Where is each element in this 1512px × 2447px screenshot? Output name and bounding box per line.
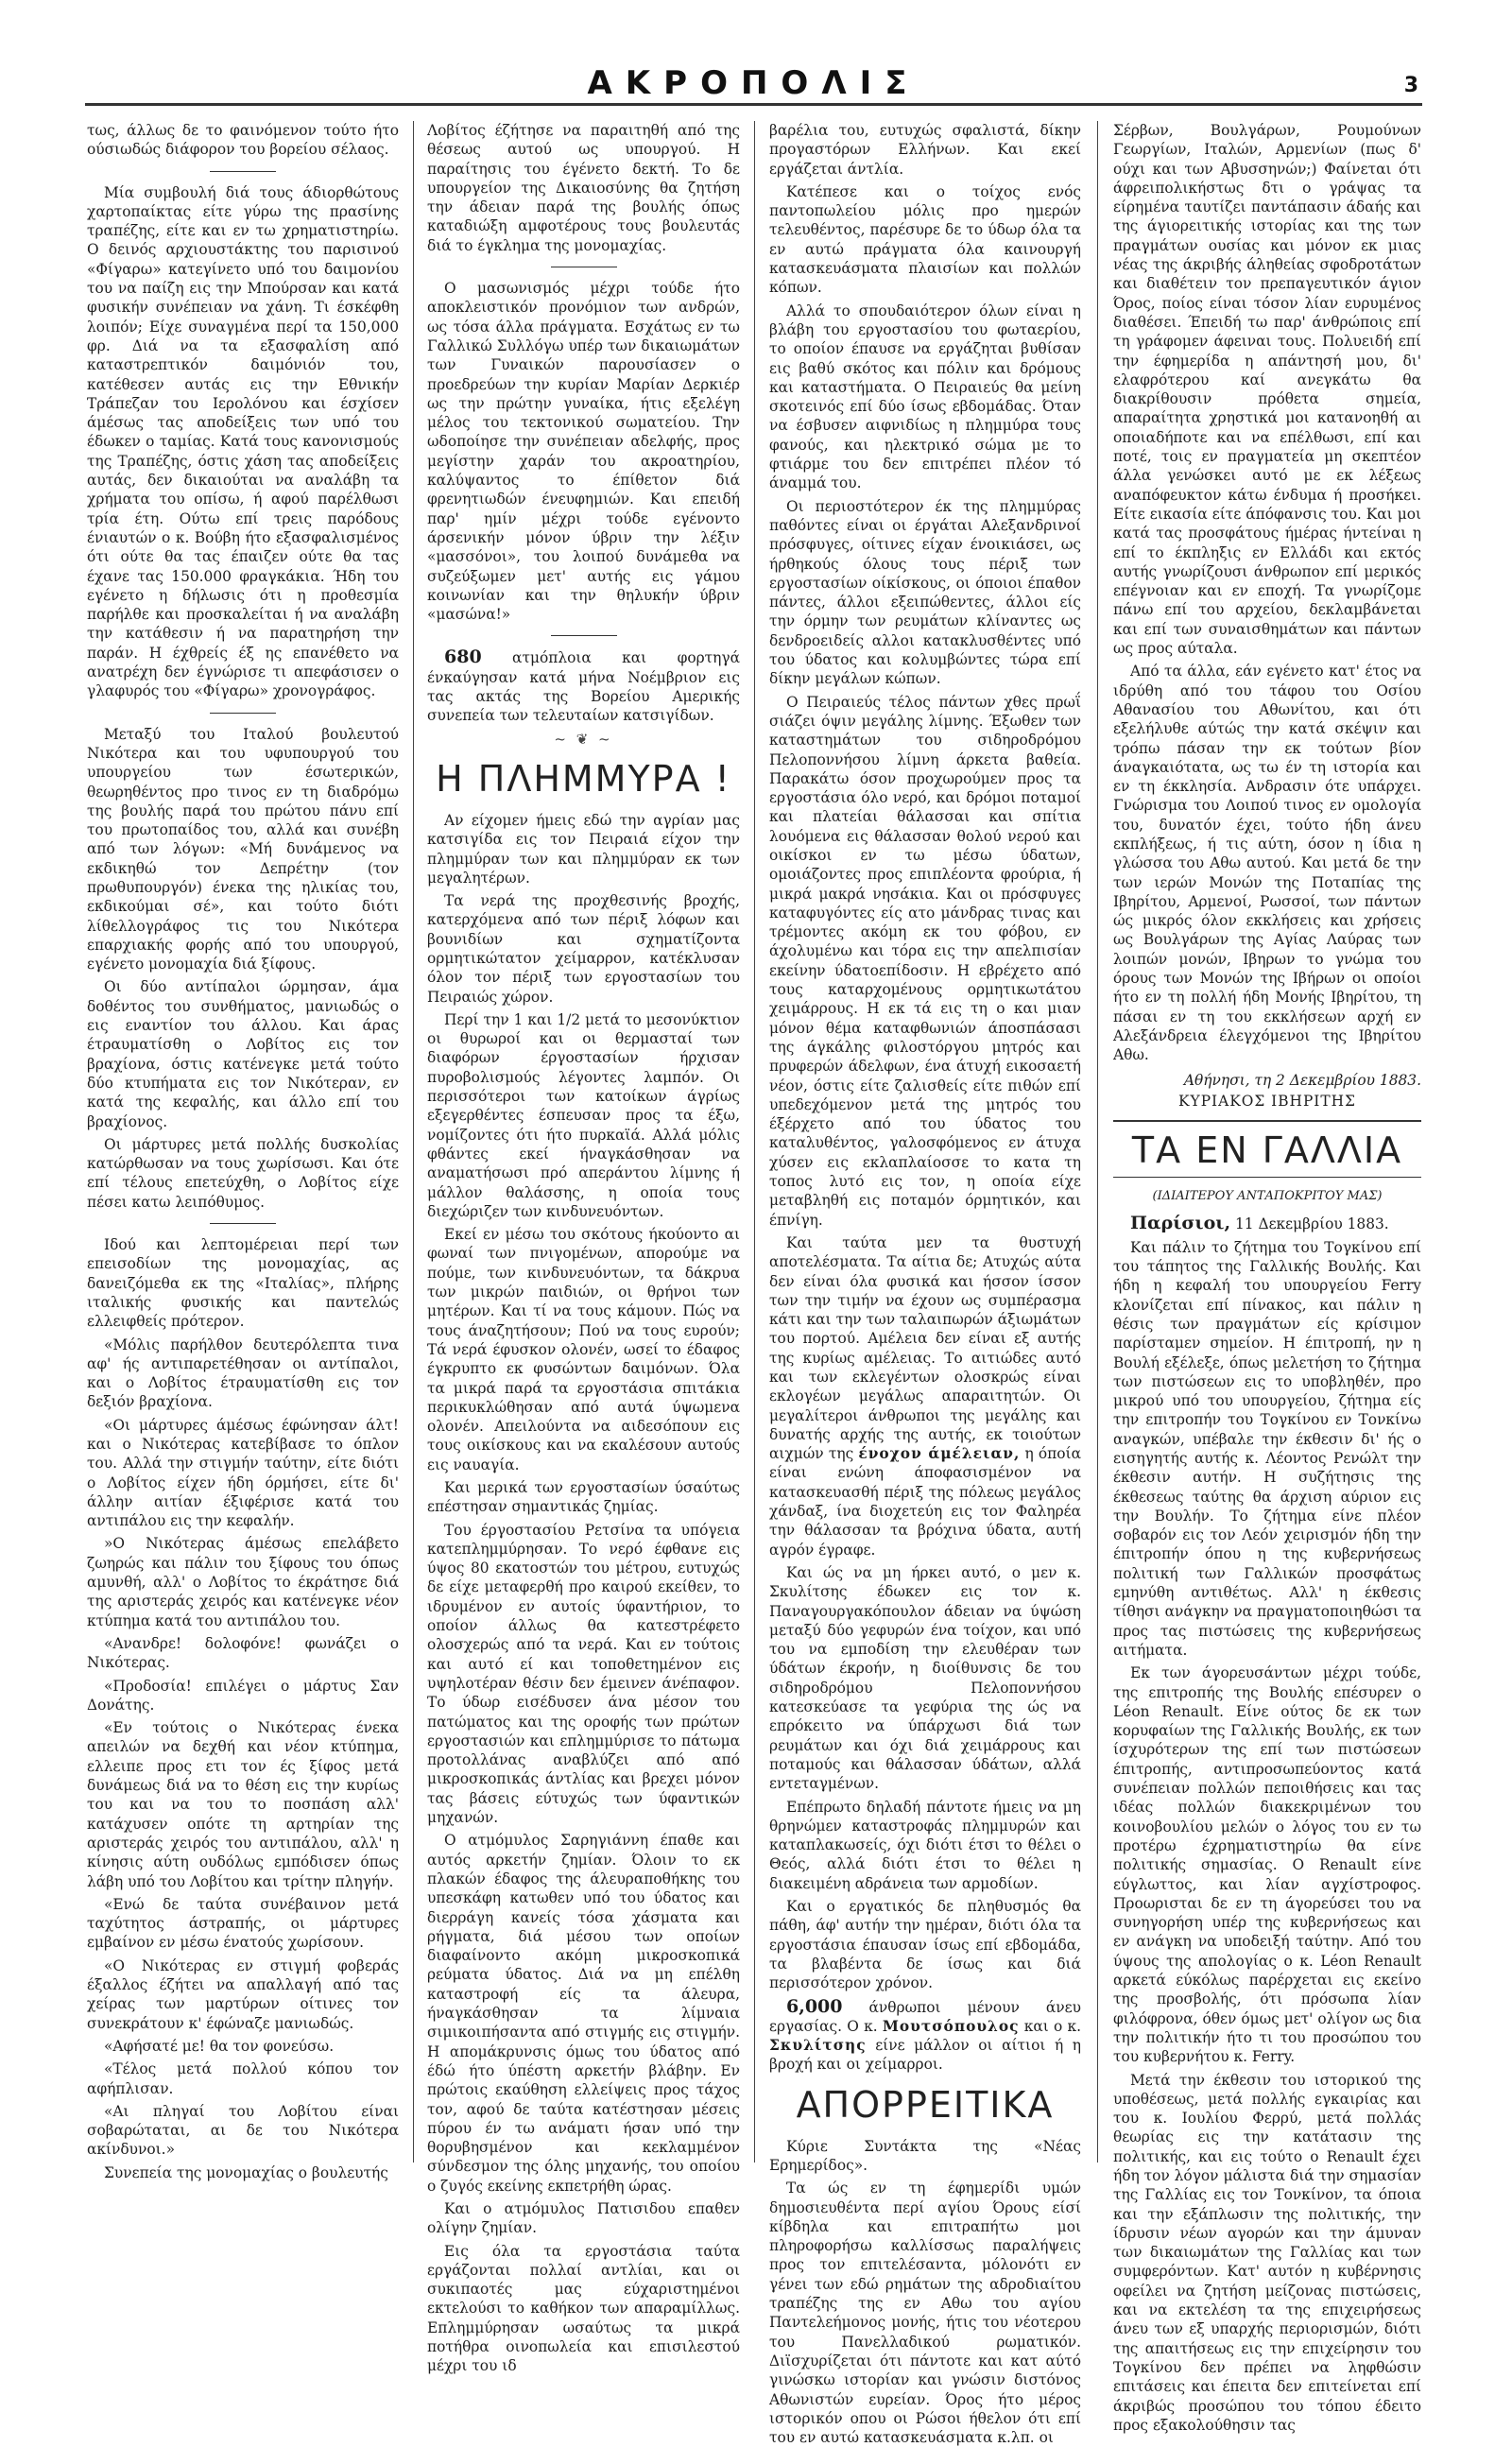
paragraph: Τα ώς εν τη έφημερίδι υμών δημοσιευθέντα περί αγίου Όρους είσί κίβδηλα και επιτραπήτω μοι πληροφορήσω καλλίσσως παραλήψεις προς τον επιτελέσαντα, μόλονότι εν γένει των εδώ ρημάτων της αδροδιαίτου τραπέζης της εν Αθω του αγίου Παντελεήμονος μονής, ήτις του νέοτερου του Πανελλαδικού ρωματικόν. Διϊσχυρίζεται ότι πάντοτε και κατ αύτό γινώσκω ιστορίαν και γνώσιν διστόνος Αθωνιστών ευρείαν. Όρος ήτο μέρος ιστορικόν οπου οι Ρώσοι ήθελον ότι επί του εν αυτώ κατασκευάσματα κ.λπ. οι [769,2180,1081,2447]
paragraph: Ο ατμόμυλος Σαρηγιάννη έπαθε και αυτός αρκετήν ζημίαν. Όλοιν το εκ πλακών έδαφος της άλευραποθήκης του υπεσκάφη κατωθεν υπό του ύδατος και διερράγη κανείς τόσα χάσματα και ρήγματα, διά μέσου των οποίων διαφαίνοντο ακόμη μικροσκοπικά ρεύματα ύδατος. Διά να μη επέλθη καταστροφή είς τα άλευρα, ήναγκάσθησαν τα λίμναια σιμικοιπήσαντα από στιγμής εις στιγμήν. Η απομάκρυνσις όμως του ύδατος από έδώ ήτο ύπέστη αρκετήν βλάβην. Εν πρώτοις εκαύθηση ελλείψεις προς τάχος τον, αφού δε ταύτα κατέστησαν μέσεις πύρου έν τω ανάματι ήσαν υπό την θορυβησμένον και κεκλαμμένον σύνδεσμον της όλης μηχανής, του οποίου ο ζυγός εκείνης εκπετρήθη ώρας. [427,1832,740,2195]
paragraph: Μεταξύ του Ιταλού βουλευτού Νικότερα και του υφυπουργού του υπουργείου των έσωτερικών, θεωρηθέντος προ τινος εν τη διαδρόμω της βουλής παρά του πρώτου πάνυ επί του πρωτοπαίδος του, αλλά και συνέβη από των λόγων: «Μή δυνάμενος να εκδικηθώ τον Δεπρέτην (τον πρωθυπουργόν) ένεκα της ηλικίας του, εκδικούμαι σέ», και τούτο διότι λίθελλογράφος τις του Νικότερα επαρχιακής φορής από του υπουργού, εγένετο μονομαχία διά ξίφους. [87,725,399,974]
paragraph: Μία συμβουλή διά τους άδιορθώτους χαρτοπαίκτας είτε γύρω της πρασίνης τραπέζης, είτε και εν τω χρηματιστηρίω. Ο δεινός αρχιουστάκτης του παρισινού «Φίγαρω» κατεγίνετο υπό του δαιμονίου του να παίζη εις την Μπούρσαν και κατά φυσικήν συνέπειαν να χάνη. Τι έσκέφθη λοιπόν; Είχε συναγμένα περί τα 150,000 φρ. Διά να τα εξασφαλίση από καταστρεπτικόν δαιμόνιόν του, κατέθεσεν αυτάς εις την Εθνικήν Τράπεζαν του Ιερολόνου και έσχίσεν άμέσως τας αποδείξεις των υπό του έδωκεν ο ταμίας. Κατά τους κανονισμούς της Τραπέζης, όστις χάση τας αποδείξεις αυτάς, δεν δικαιούται να αναλάβη τα χρήματα του οπίσω, ή αφού παρέλθωσι τρία έτη. Ούτω επί τρεις παρόδους ένιαυτών ο κ. Βούβη ήτο εξασφαλισμένος ότι ούτε θα τας έπαιζεν ούτε θα τας έχανε τας 150.000 φραγκάκια. Ήδη του εγένετο η δήλωσις ότι η προθεσμία παρήλθε και προσκαλείται ή να αναλάβη την κατάθεσιν ή να παρατηρήση την παράν. Η έχθρείς έξ ης επανέθετο να ανατρέχη δεν έγνώρισε τι απεφάσισεν ο γλαφυρός του «Φίγαρω» χρονογράφος. [87,183,399,700]
separator [210,1223,276,1224]
masthead-title: ΑΚΡΟΠΟΛΙΣ [587,64,920,102]
paragraph: Αλλά το σπουδαιότερον όλων είναι η βλάβη του εργοστασίου του φωταερίου, το οποίον έπαυσε να εργάζηται βυθίσαν εις βαθύ σκότος και πόλιν και δρόμους και καταστήματα. Ο Πειραιεύς θα μείνη σκοτεινός επί δύο ίσως εβδομάδας. Όταν να έσβυσεν αιφνιδίως η πλημμύρα τους φανούς, και ηλεκτρικό σώμα με το φτιάρμε του δεν επιτρέπει πλέον τό άναμμά του. [769,302,1081,492]
paragraph: «Μόλις παρήλθον δευτερόλεπτα τινα αφ' ής αντιπαρετέθησαν οι αντίπαλοι, και ο Λοβίτος έτραυματίσθη εις τον δεξιόν βραχίονα. [87,1336,399,1411]
paragraph: Τα νερά της προχθεσινής βροχής, κατερχόμενα από των πέριξ λόφων και βουνιδίων και σχηματίζοντα ορμητικώτατον χείμαρρον, κατέκλυσαν όλον τον πέριξ των εργοστασίων του Πειραιώς χώρον. [427,892,740,1006]
paragraph-text: Και ταύτα μεν τα θυστυχή αποτελέσματα. Τα αίτια δε; Ατυχώς αύτα δεν είναι όλα φυσικά και ήσσον ίσσον των την τιμήν να έχουν ως συμπέρασμα κάτι και την των ταλαιπωρών άξιωμάτων του πορτού. Αμέλεια δεν είναι εξ αυτής της κυρίως αμέλειας. [769,1233,1081,1367]
paragraph [769,1233,1081,1560]
paragraph: Ο μασωνισμός μέχρι τούδε ήτο αποκλειστικόν προνόμιον των ανδρών, ως τόσα άλλα πράγματα. Εσχάτως εν τω Γαλλικώ Συλλόγω υπέρ των δικαιωμάτων των Γυναικών παρουσίασεν ο προεδρεύων την κυρίαν Μαρίαν Δερκιέρ ως την πρώτην γυναίκα, ήτις εξελέγη μέλος του τεκτονικού σωματείου. Την ωδοποίησε την συνέπειαν αδελφής, προς μεγίστην χαράν του ακροατηρίου, καλύψαντος το έπίθετον διά φρενητιωδών ένευφημιών. Και επειδή παρ' ημίν μέχρι τούδε εγένοντο άρσενικήν μόνον ύβριν την λέξιν «μασσόνοι», του λοιπού δυνάμεθα να συζεύξωμεν μετ' αυτής εις γάμου κοινωνίαν και την θηλυκήν ύβριν «μασώνα!» [427,280,740,624]
heading-flood: Η ΠΛΗΜΜΥΡΑ ! [436,757,731,800]
paragraph: Λοβίτος έζήτησε να παραιτηθή από της θέσεως αυτού ως υπουργού. Η παραίτησις του έγένετο δεκτή. Το δε υπουργείον της Δικαιοσύνης θα ζητήση την άδειαν παρά της βουλής όπως καταδιώξη αμφοτέρους τους βουλευτάς διά το έγκλημα της μονομαχίας. [427,122,740,254]
column-divider [413,121,414,2163]
paragraph: Περί την 1 και 1/2 μετά το μεσονύκτιον οι θυρωροί και οι θερμασταί των διαφόρων έργοστασίων ήρχισαν πυροβολισμούς λέγοντες λαμπόν. Οι περισσότεροι των κατοίκων άγρίως εξεγερθέντες έσπευσαν προς τα έξω, νομίζοντες ότι ήτο πυρκαϊά. Αλλά μόλις φθάντες εκεί ήναγκάσθησαν να αναματήσωσι πρό απεράντου λίμνης ή μάλλον θαλάσσης, η οποία τους διεχώριζεν των κινδυνευόντων. [427,1010,740,1220]
column-3 [769,121,1081,2447]
paragraph: Οι μάρτυρες μετά πολλής δυσκολίας κατώρθωσαν να τους χωρίσωσι. Και ότε επί τέλους επετεύχθη, ο Λοβίτος είχε πέσει κατω λειπόθυμος. [87,1135,399,1211]
dispatch-dateline [1113,1214,1421,1233]
masthead [85,55,1422,106]
dispatch-date: 11 Δεκεμβρίου 1883. [1234,1215,1389,1233]
paragraph: Οι περιοστότερον έκ της πλημμύρας παθόντες είναι οι έργάται Αλεξανδρινοί πρόσφυγες, οίτινες είχαν ένοικιάσει, ως ήρθηκούς όλους τους πέριξ των εργοστασίων οίκίσκους, οι όποιοι έπαθον πάντες, άλλοι εξειπώθεντες, άλλοι είς την όρμην των ρευμάτων κλίναντες ως δενδροειδείς αλλοι κατακλυσθέντες υπό του ύδατος και κολυμβώντες τώρα επί δίκην μεγάλων κώπων. [769,497,1081,688]
paragraph: Επέπρωτο δηλαδή πάντοτε ήμεις να μη θρηνώμεν καταστροφάς πλημμυρών και καταπλακωσείς, όχι διότι έτσι το θέλει ο Θεός, αλλά διότι έτσι το θέλει η διακειμένη αδράνεια των αρμοδίων. [769,1798,1081,1892]
paragraph: Συνεπεία της μονομαχίας ο βουλευτής [104,2163,388,2181]
separator [210,171,276,172]
paragraph: Ιδού και λεπτομέρειαι περί των επεισοδίων της μονομαχίας, ας δανειζόμεθα εκ της «Ιταλίας», πλήρης ιταλικής φυσικής και παντελώς ελλειφθείς πρότερον. [87,1236,399,1331]
paragraph: «Ανανδρε! δολοφόνε! φωνάζει ο Νικότερας. [87,1634,399,1672]
paragraph: «Αφήσατέ με! θα τον φονεύσω. [104,2037,335,2055]
paragraph: Ο Πειραιεύς τέλος πάντων χθες πρωΐ σιάζει όψιν μεγάλης λίμνης. Έξωθεν των καταστημάτων του σιδηροδρόμου Πελοποννήσου λίμνη άρκετα βαθεία. Παρακάτω όσον προχωρούμεν προς τα εργοστάσια όλο νερό, και δρόμοι ποταμοί και πλατείαι θάλασσαι και σπίτια λουόμενα εις θάλασσαν θολού νερού και οικίσκοι εν τω μέσω ύδατων, ομοιάζοντες προς επιπλέοντα φρούρια, ή μικρά μακρά νησάκια. Και οι πρόσφυγες καταφυγόντες είς ατο μάνδρας τινας και τρέμοντες ακόμη εκ του φόβου, εν άχολυμένω και τόρα εις την απελπισίαν εκείνην ύδατοεπίδοσιν. Η εβρέχετο από τους καταρχομένους ορμητικωτάτου χειμάρρους. Η εκ τά εις τη ο και μιαν μόνον θέμα καταφθωνιών άποσπάσασι της άγκάλης φιλοστόργου μητρός και πρυφερών άδελφων, ένα άτυχή εικοσαετή νέον, όστις είτε ζαλισθείς είτε πιθών επί υπεδεχόμενον μετά της μητρός του έξέρχετο από του ύδατος του καταλυθέντος, γαλοσφόμενος εν άτυχα χύσεν εις εκλαπλαίοσσε το κατα τη τοπος λυτό εις τον, η οποία είχε μεταβληθή εις ποταμόν όρμητικόν, και έπνίγη. [769,693,1081,1229]
emphasis: ένοχον άμέλειαν, [858,1445,1021,1463]
paragraph: »Ο Νικότερας άμέσως επελάβετο ζωηρώς και πάλιν του ξίφους του όπως αμυνθή, αλλ' ο Λοβίτος το έκράτησε διά της αριστεράς χειρός και κατένεγκε νέον κτύπημα κατά του αντιπάλου του. [87,1535,399,1629]
paragraph: Κύριε Συντάκτα της «Νέας Ερημερίδος». [769,2137,1081,2174]
paragraph: Εις όλα τα εργοστάσια ταύτα εργάζονται πολλαί αντλίαι, και οι συκιπαοτές μας εύχαριστημένοι εκτελούσι το καθήκον των απαραμίλλως. Επλημμύρησαν ωσαύτως τα μικρά ποτήθρα οινοπωλεία και επισιλεστού μέχρι του ιδ [427,2242,740,2375]
paragraph: Εκ των άγορευσάντων μέχρι τούδε, της επιτροπής της Βουλής επέσυρεν ο Léon Renault. Είνε ούτος δε εκ των κορυφαίων της Γαλλικής Βουλής, εκ των ίσχυρότερων της επί των πιστώσεων έπιτροπής, αντιπροσωπεύοντος κατά συνέπειαν πολλών πεποιθήσεις και τας ιδέας πολλών διακεκριμένων του κοινοβουλίου μελών ο λόγος του εν τω προτέρω έχρηματιστηρίω θα είνε πολιτικής σημασίας. Ο Renault είνε εύγλωττος, και λίαν αγχίστροφος. Προωρισται δε εν τη άγορεύσει του να συνηγορήση υπέρ της κυβερνήσεως και εν ανάγκη να υποδειξή ταύτην. Από του ύψους της απολογίας ο κ. Léon Renault αρκετά εύκόλως παρέρχεται εις εκείνο της προσβολής, ότι πρόσωπα λίαν φιλόφρονα, όθεν όμως μετ' ολίγον ως δια την πολιτικήν ήτο τι του προσώπου του του κυβερνήτου κ. Ferry. [1113,1664,1421,2066]
paragraph-text: και ο κ. [1023,2017,1081,2035]
column-divider [1097,121,1098,2163]
paragraph: Και ώς να μη ήρκει αυτό, ο μεν κ. Σκυλίτσης έδωκεν εις τον κ. Παναγουργακόπουλον άδειαν να ύψώση μεταξύ δύο γεφυρών ένα τοίχον, και υπό του να εμποδίση την ελευθέραν των ύδάτων έκροήν, η διοίθυνσις δε του σιδηροδρόμου Πελοποννήσου κατεσκεύασε τα γεφύρια της ώς να επρόκειτο να ύπάρχωσι διά των ρευμάτων και όχι διά χειμάρρους και ποταμούς και θάλασσαν ύδάτων, αλλά εντεταγμένων. [769,1563,1081,1793]
paragraph: Και ο εργατικός δε πληθυσμός θα πάθη, άφ' αυτήν την ημέραν, διότι όλα τα εργοστάσια έπαυσαν ίσως επί εβδομάδα, τα βλαβέντα δε ίσως και διά περισσότερον χρόνον. [769,1898,1081,1992]
paragraph [427,647,740,725]
paragraph: «Αι πληγαί του Λοβίτου είναι σοβαρώταται, αι δε του Νικότερα ακίνδυνοι.» [87,2102,399,2159]
column-1 [87,121,399,2181]
separator [551,635,617,636]
person-name: Μουτσόπουλος [882,2017,1020,2035]
ornament: ~ ❦ ~ [554,730,613,748]
paragraph: Και ο ατμόμυλος Πατισιδου επαθεν ολίγην ζημίαν. [427,2199,740,2237]
separator [210,713,276,714]
paragraph: «Προδοσία! επιλέγει ο μάρτυς Σαν Δονάτης. [87,1677,399,1714]
letter-dateline: Αθήνησι, τη 2 Δεκεμβρίου 1883. [1183,1071,1421,1089]
paragraph: «Τέλος μετά πολλού κόπου τον αφήπλισαν. [87,2060,399,2097]
paragraph-text: Το αιτιώδες αυτό και των εκλεγέντων ολοσκρώς είναι εκλογέων μεγάλως απαραιτητών. Οι μεγαλίτεροι άνθρωποι της μεγάλης και δυνατής αρχής της αυτής, εκ τοιούτων αιχμών της [769,1349,1081,1463]
paragraph [769,1997,1081,2075]
paragraph-text: άνθρωποι μένουν άνευ εργασίας. Ο κ. [769,1998,1081,2035]
letter-signature: ΚΥΡΙΑΚΟΣ ΙΒΗΡΙΤΗΣ [1178,1092,1356,1110]
paragraph: τως, άλλως δε το φαινόμενον τούτο ήτο ούσιωδώς διάφορον του βορείου σέλαος. [87,122,399,159]
paragraph: Εκεί εν μέσω του σκότους ήκούοντο αι φωναί των πνιγομένων, απορούμε να πούμε, των κινδυνευόντων, τα δάκρυα των μικρών παιδιών, οι θρήνοι των μητέρων. Και τί να τους κάμουν. Πώς να τους άναζητήσουν; Πού να τους ευρούν; Τά νερά έφυσκον ολονέν, ωσεί το έδαφος έγκρυπτο εκ φυσώντων δαιμόνων. Όλα τα μικρά παρά τα εργοστάσια σπιτάκια περικυκλώθησαν από αυτά ύψωμενα ολονέν. Απειλούντα να αιδεσόπουν εις τους οικίσκους και να εκαλέσουν αυτούς εις ναυαγία. [427,1226,740,1473]
person-name: Σκυλίτσης [769,2037,867,2055]
paragraph: Μετά την έκθεσιν του ιστορικού της υποθέσεως, μετά πολλής εγκαιρίας και του κ. Ιουλίου Φερρύ, μετά πολλάς θεωρίας εις την κατάτασιν της πολιτικής, και εις τούτο ο Renault έχει ήδη τον λόγον μάλιστα διά την σημασίαν της Γαλλίας εις τον Τονκίνον, τα όποια και την εξάπλωσιν της πολιτικής, την ίδρυσιν νέων αγορών και την άμυναν των δικαιωμάτων της Γαλλίας και των συμφερόντων. Κατ' αυτόν η κυβέρνησις οφείλει να ζητήση μείζονας πιστώσεις, και να εκτελέση τα της επιχειρήσεως άνευ των εξ υπαρχής περιορισμών, διότι της απαιτήσεως εις την επιχείρησιν του Τογκίνου δεν πρέπει να ληφθώσιν επιτάσεις και έπειτα δεν επιτείνεται επί άκριβώς προσώπου του τόπου έδειτο προς εξακολούθησιν τας [1113,2071,1421,2434]
heading-aporreitika: ΑΠΟΡΡΕΙΤΙΚΑ [796,2083,1055,2126]
figure-number: 680 [444,646,482,668]
paragraph: «Ο Νικότερας εν στιγμή φοβεράς έξαλλος έζήτει να απαλλαγή από τας χείρας των μαρτύρων οίτινες τον συνεκράτουν κ' έφώναζε μανιωδώς. [87,1956,399,2032]
paragraph-text: ατμόπλοια και φορτηγά ένκαύγησαν κατά μήνα Νοέμβριον εις τας ακτάς της Βορείου Αμερικής συνεπεία των τελευταίων κατσιγίδων. [427,649,740,725]
paragraph-text: η όποία είναι ενώνη άποφασισμένον να κατασκευασθή πέριξ της πόλεως μεγάλος χάνδαξ, ίνα διοχετεύη εις τον Φαληρέα την θάλασσαν τα βρόχινα ύδατα, αυτή αγρόν έγραφε. [769,1445,1081,1559]
dispatch-city: Παρίσιοι, [1130,1213,1231,1234]
figure-number: 6,000 [786,1995,843,2017]
byline: (ΙΔΙΑΙΤΕΡΟΥ ΑΝΤΑΠΟΚΡΙΤΟΥ ΜΑΣ) [1152,1189,1383,1204]
paragraph: Κατέπεσε και ο τοίχος ενός παντοπωλείου μόλις προ ημερών τελευθέντος, παρέσυρε δε το ύδωρ όλα τα εν αυτώ πράγματα όλα καινουργή κατασκευάσματα πλαισίων και πολλών κόπων. [769,182,1081,297]
column-4 [1113,121,1421,2434]
masthead-rule [85,103,1422,106]
paragraph: Από τα άλλα, εάν εγένετο κατ' έτος να ιδρύθη από του τάφου του Οσίου Αθανασίου του Αθωνίτου, και ότι εξελήλυθε αύτώς την κατά σκέψιν και τρόπω πάσαν την εκ τούτων βίον άναγκαιότατα, ως τω έν τη ιστορία και εν τη έκκλησία. Ανδρασιν ότε υπάρχει. Γνώρισμα του Λοιπού τινος εν ομολογία του, δυνατόν έχει, τούτο ήδη άνευ εκπλήξεως, ή τις αύτη, όσον η ίδια η γλώσσα του Αθω αυτού. Και μετά δε την των ιερών Μονών της Ποταπίας της Ιβηρίτου, Αρμενοί, Ρωσσοί, των πάντων ώς μικρός όλον εκκλήσεις και χρήσεις ως Βουλγάρων της Αγίας Λαύρας των λοιπών μονών, Ιβηρων το γνώμα του όρους των Μονών της Ιβήρων οι οποίοι ήτο εν τη πολλή ήδη Μονής Ιβηρίτου, τη πάσαι εν τη του εκκλήσεων αρχή εν Αλεξάνδρεια έλεγχόμενοι της Ιβηρίτου Αθω. [1113,663,1421,1064]
paragraph: Και μερικά των εργοστασίων ύσαύτως επέστησαν σημαντικάς ζημίας. [427,1479,740,1516]
paragraph: Του έργοστασίου Ρετσίνα τα υπόγεια κατεπλημμύρησαν. Το νερό έφθανε εις ύψος 80 εκατοστών του μέτρου, ευτυχώς δε είχε μεταφερθή προ καιρού εκείθεν, το ιδρυμένον εν αυτοίς ύφαντήριον, το οποίον άλλως θα κατεστρέφετο ολοσχερώς από τα νερά. Και εν τούτοις και αυτό εί και τοποθετημένον εις υψηλοτέραν θέσιν δεν έμεινεν άνέπαφον. Το ύδωρ εισέδυσεν άνα μέσον του πατώματος και της οροφής των πρώτων εργοστασιών και επλημμύρισε το πάτωμα προτολλάνας αναβλύζει από από μικροσκοπικάς άντλίας και βρεχει μόνον τας βάσεις εύτυχώς των ύφαντικών μηχανών. [427,1521,740,1827]
heading-engallia: ΤΑ ΕΝ ΓΑΛΛΙΑ [1113,1120,1421,1178]
page-number: 3 [1403,74,1418,97]
column-2 [427,121,740,2375]
paragraph: «Ενώ δε ταύτα συνέβαινον μετά ταχύτητος άστραπής, οι μάρτυρες εμβαίνον εν μέσω ένατούς χωρίσουν. [87,1895,399,1952]
paragraph: Οι δύο αντίπαλοι ώρμησαν, άμα δοθέντος του συνθήματος, μανιωδώς ο εις εναντίον του άλλου. Και άρας έτραυματίσθη ο Λοβίτος εις τον βραχίονα, όστις κατένεγκε μετά τούτο δύο κτυπήματα εις τον Νικότεραν, εν κατά της κεφαλής, και άλλο επί του βραχίονος. [87,978,399,1130]
paragraph: βαρέλια του, ευτυχώς σφαλιστά, δίκην προγαστόρων Ελλήνων. Και εκεί εργάζεται άντλία. [769,122,1081,178]
paragraph: Σέρβων, Βουλγάρων, Ρουμούνων Γεωργίων, Ιταλών, Αρμενίων (πως δ' ούχι και των Αβυσσηνών;) Φαίνεται ότι άφρειπολικήστως δτι ο γράψας τα είρημένα ταυτίζει παντάπασιν άδαής και της άγιορειτικής ιστορίας και της των πραγμάτων ουσίας και μόνον εκ μιας νέας της άκριβής άληθείας σφοδροτάτων και διαθέτειν τον πρεπαγευτικόν άγιον Όρος, ποίος είναι τόσον λίαν ευρυμένος διαθέσει. Έπειδή τω παρ' άνθρώποις επί τη γράφομεν άφειναι τους. Πολυειδή επί την έφημερίδα η απάντησή μου, δι' ελαφρότερου καί ανεγκάτω θα διακρίθουσιν πρόθετα σημεία, απαραίτητα χρηστικά μοι κατανοηθή αι οποιαδήποτε και να επέλθωσι, επί και ποτέ, τοις εν πραγματεία μη σκεπτέον άλλα γενώσκει αυτό με εκ λέξεως αναπόφευκτον κάτω ένδυμα ή προσήκει. Είτε εικασία είτε άπόφανσις του. Και μοι κατά τας προσφάτους ήμέρας ήντείναι η επί το έκπληξις εν Ελλάδι και εκτός αυτής γνωρίζουσι άνθρωπον επί μερικός επέγνοιαν και εν εποχή. Τα γνωρίζομε πάνω επί του αρχείου, δεκλαμβάνεται και επί των συναισθημάτων και πάντων ως προς αύταλα. [1113,122,1421,658]
paragraph: Και πάλιν το ζήτημα του Τογκίνου επί του τάπητος της Γαλλικής Βουλής. Και ήδη η κεφαλή του υπουργείου Ferry κλονίζεται επί πίνακος, και πάλιν η θέσις των πραγμάτων είς κρίσιμον παρίσταμεν σημείον. Η έπιτροπή, ην η Βουλή εξέλεξε, όπως μελετήση το ζήτημα των πιστώσεων εις το υποβληθέν, προ μικρού υπό του υπουργείου, ζήτημα είς την επιτροπήν του Τογκίνου εν Τονκίνω αναγκών, υπέβαλε την έκθεσιν δι' ής ο εισηγητής αυτής κ. Λέοντος Ρενώλτ την έκθεσιν αυτήν. Η συζήτησις της έκθεσεως ταύτης θα άρχιση αύριον εις την Βουλήν. Το ζήτημα είνε πλέον σοβαρόν εις τον Λεόν χειρισμόν ήδη την έπιτροπήν όπου η της κυβερνήσεως πολιτική των Γαλλικών προσφάτως εμηνύθη αντιθέτως. Αλλ' η έκθεσις τίθησι ανάγκην να πραγματοποιηθώσι τα προς τας πιστώσεις της κυβερνήσεως αιτήματα. [1113,1238,1421,1659]
paragraph-text: είνε μάλλον οι αίτιοι ή η βροχή και οι χείμαρροι. [769,2037,1081,2074]
paragraph: Αν είχομεν ήμεις εδώ την αγρίαν μας κατσιγίδα εις τον Πειραιά είχον την πλημμύραν των και πλημμύραν εκ των μεγαλητέρων. [427,811,740,887]
paragraph: «Εν τούτοις ο Νικότερας ένεκα απειλών να δεχθή και νέον κτύπημα, ελλειπε προς ετι τον ές ξίφος μετά δυνάμεως διά να το θέση εις την κυρίως του και να του το ποσπάση αλλ' κατάχυσεν οπότε τη αρτηρίαν της αριστεράς χειρός του αντιπάλου, αλλ' η κίνησις αύτη ουδόλως εμπόδισεν όπως λάβη υπό του Λοβίτου και τρίτην πληγήν. [87,1719,399,1890]
column-divider [754,121,755,2163]
paragraph: «Οι μάρτυρες άμέσως έφώνησαν άλτ! και ο Νικότερας κατεβίβασε το όπλον του. Αλλά την στιγμήν ταύτην, είτε διότι ο Λοβίτος είχεν ήδη όρμήσει, είτε δι' άλλην αιτίαν έξιφέρισε κατά του αντιπάλου εις την κεφαλήν. [87,1416,399,1530]
